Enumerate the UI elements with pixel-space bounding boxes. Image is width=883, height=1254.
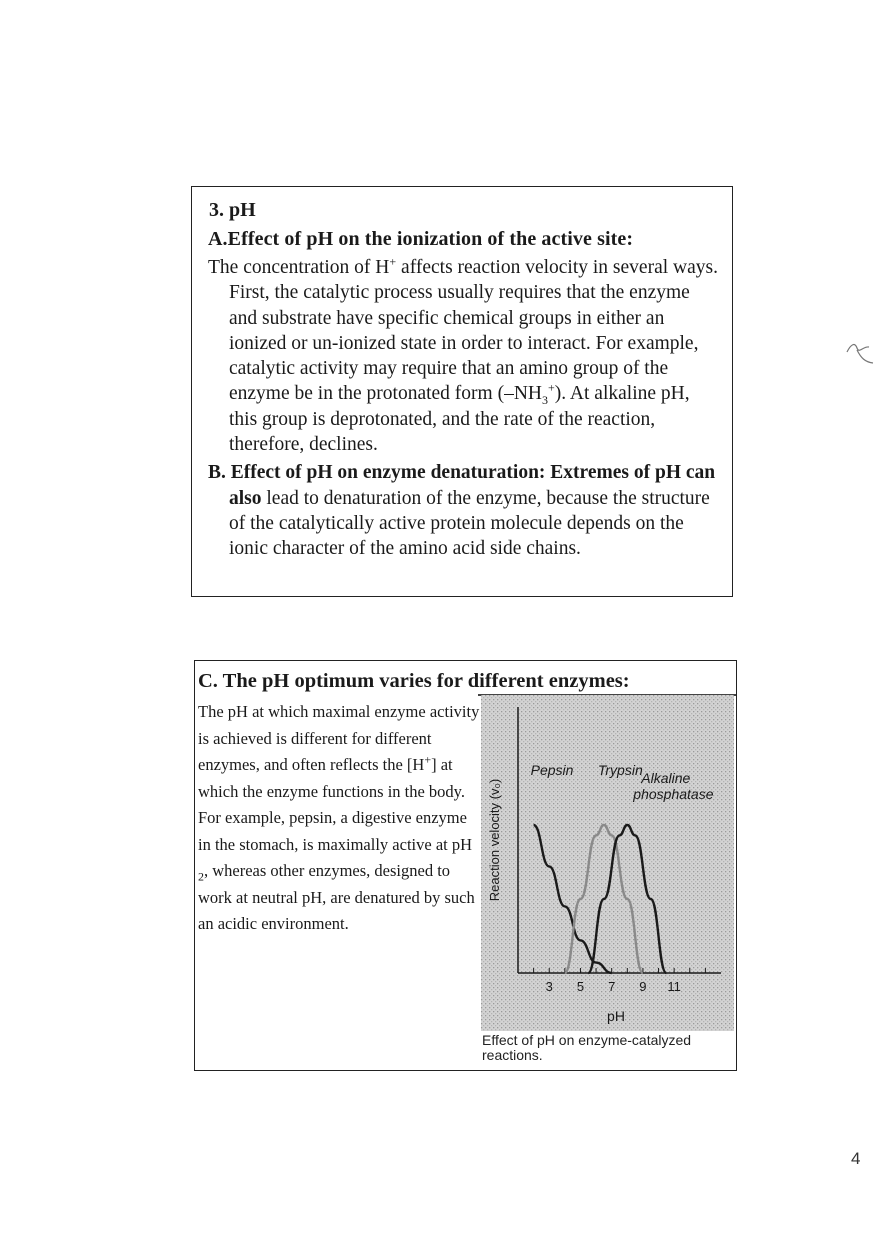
x-tick-label: 7: [608, 979, 616, 994]
pen-mark: [843, 338, 875, 368]
series-label: Pepsin: [530, 762, 574, 778]
x-tick-label: 9: [639, 979, 647, 994]
x-axis-label: pH: [607, 1008, 625, 1024]
slide-ph-effects: [191, 186, 733, 597]
series-label: Trypsin: [597, 762, 643, 778]
ph-chart: [481, 695, 734, 1031]
section-heading: 3. pH: [209, 199, 256, 221]
y-axis-label: Reaction velocity (v₀): [487, 778, 502, 902]
page-number: 4: [851, 1149, 861, 1168]
x-tick-label: 5: [576, 979, 585, 994]
paragraph-ionization: The concentration of H+ affects reaction velocity in several ways. First, the catalytic process usually requires that the enzyme and substrate have specific chemical groups in either an ionized or un-ionized state in order to interact. For example, catalytic activity may require that an amino group of the enzyme be in the protonated form $(-NH_3^+)$. At alkaline pH, this group is deprotonated, and the rate of the reaction, therefore, declines.: [208, 254, 718, 456]
slide-ph-optimum: [194, 660, 737, 1071]
series-label: Alkaline phosphatase: [633, 770, 714, 802]
subheading-ionization: A.Effect of pH on the ionization of the active site:: [208, 228, 634, 250]
paragraph-denaturation: B. Effect of pH on enzyme denaturation: Extremes of pH can also lead to denaturation of the enzyme, because the structure of the catalytically active protein molecule depends on the ionic character of the amino acid side chains.: [208, 462, 716, 560]
denaturation-heading: B. Effect of pH on enzyme denaturation: Extremes of pH can also: [208, 462, 716, 509]
ph-chart-figure: [481, 695, 734, 1031]
x-tick-label: 3: [545, 979, 553, 994]
figure-caption: Effect of pH on enzyme-catalyzed reactions.: [482, 1032, 692, 1063]
x-tick-label: 11: [667, 979, 681, 994]
slide-title: C. The pH optimum varies for different enzymes:: [198, 670, 630, 692]
body-text: The pH at which maximal enzyme activity is achieved is different for different enzymes, and often reflects the [H+] at which the enzyme functions in the body. For example, pepsin, a digestive enzyme in the stomach, is maximally active at pH $_2$, whereas other enzymes, designed to work at neutral pH, are denatured by such an acidic environment.: [198, 702, 480, 933]
